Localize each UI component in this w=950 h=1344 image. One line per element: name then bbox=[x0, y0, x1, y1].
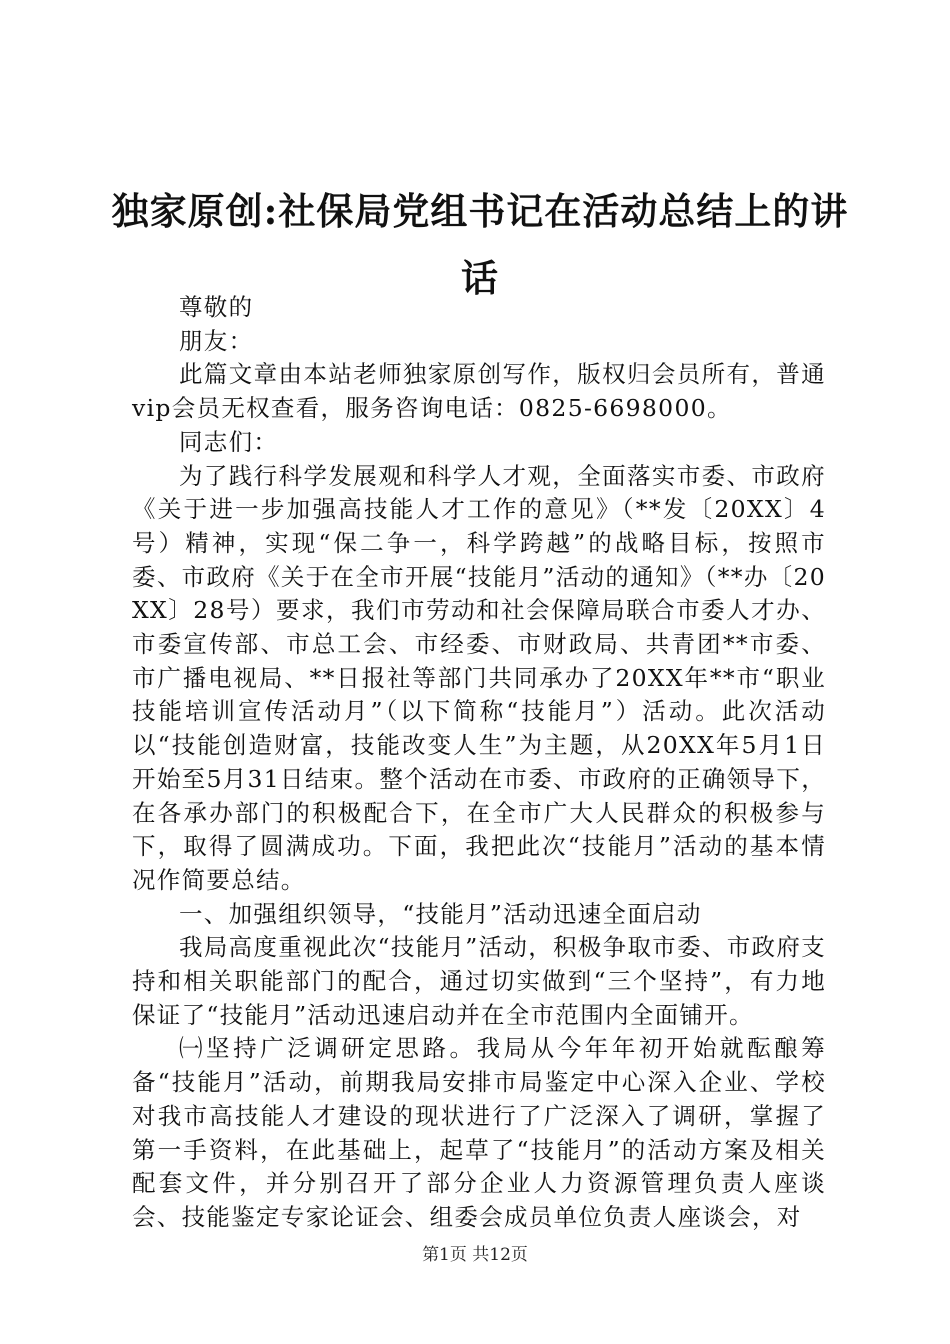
paragraph-section-1-overview: 我局高度重视此次“技能月”活动，积极争取市委、市政府支持和相关职能部门的配合，通过切实做到“三个坚持”，有力地保证了“技能月”活动迅速启动并在全市范围内全面铺开。 bbox=[132, 933, 826, 1029]
paragraph-greeting: 同志们： bbox=[179, 427, 279, 456]
document-title: 独家原创:社保局党组书记在活动总结上的讲话 bbox=[111, 189, 849, 300]
paragraph-salutation-2: 朋友： bbox=[179, 326, 254, 355]
document-body bbox=[132, 291, 826, 1235]
paragraph-section-1-item-1: ㈠坚持广泛调研定思路。我局从今年年初开始就酝酿筹备“技能月”活动，前期我局安排市局鉴定中心深入企业、学校对我市高技能人才建设的现状进行了广泛深入了调研，掌握了第一手资料，在此基础上，起草了“技能月”的活动方案及相关配套文件，并分别召开了部分企业人力资源管理负责人座谈会、技能鉴定专家论证会、组委会成员单位负责人座谈会，对 bbox=[132, 1034, 826, 1231]
paragraph-intro: 为了践行科学发展观和科学人才观，全面落实市委、市政府《关于进一步加强高技能人才工作的意见》（**发〔20XX〕4号）精神，实现“保二争一，科学跨越”的战略目标，按照市委、市政府《关于在全市开展“技能月”活动的通知》（**办〔20XX〕28号）要求，我们市劳动和社会保障局联合市委人才办、市委宣传部、市总工会、市经委、市财政局、共青团**市委、市广播电视局、**日报社等部门共同承办了20XX年**市“职业技能培训宣传活动月”（以下简称“技能月”）活动。此次活动以“技能创造财富，技能改变人生”为主题，从20XX年5月1日开始至5月31日结束。整个活动在市委、市政府的正确领导下，在各承办部门的积极配合下，在全市广大人民群众的积极参与下，取得了圆满成功。下面，我把此次“技能月”活动的基本情况作简要总结。 bbox=[132, 461, 826, 894]
page-number-footer: 第1页 共12页 bbox=[422, 1245, 528, 1265]
section-heading-1: 一、加强组织领导，“技能月”活动迅速全面启动 bbox=[179, 899, 702, 928]
paragraph-salutation-1: 尊敬的 bbox=[179, 293, 254, 321]
paragraph-copyright-notice: 此篇文章由本站老师独家原创写作，版权归会员所有，普通vip会员无权查看，服务咨询电话：0825-6698000。 bbox=[132, 360, 826, 423]
